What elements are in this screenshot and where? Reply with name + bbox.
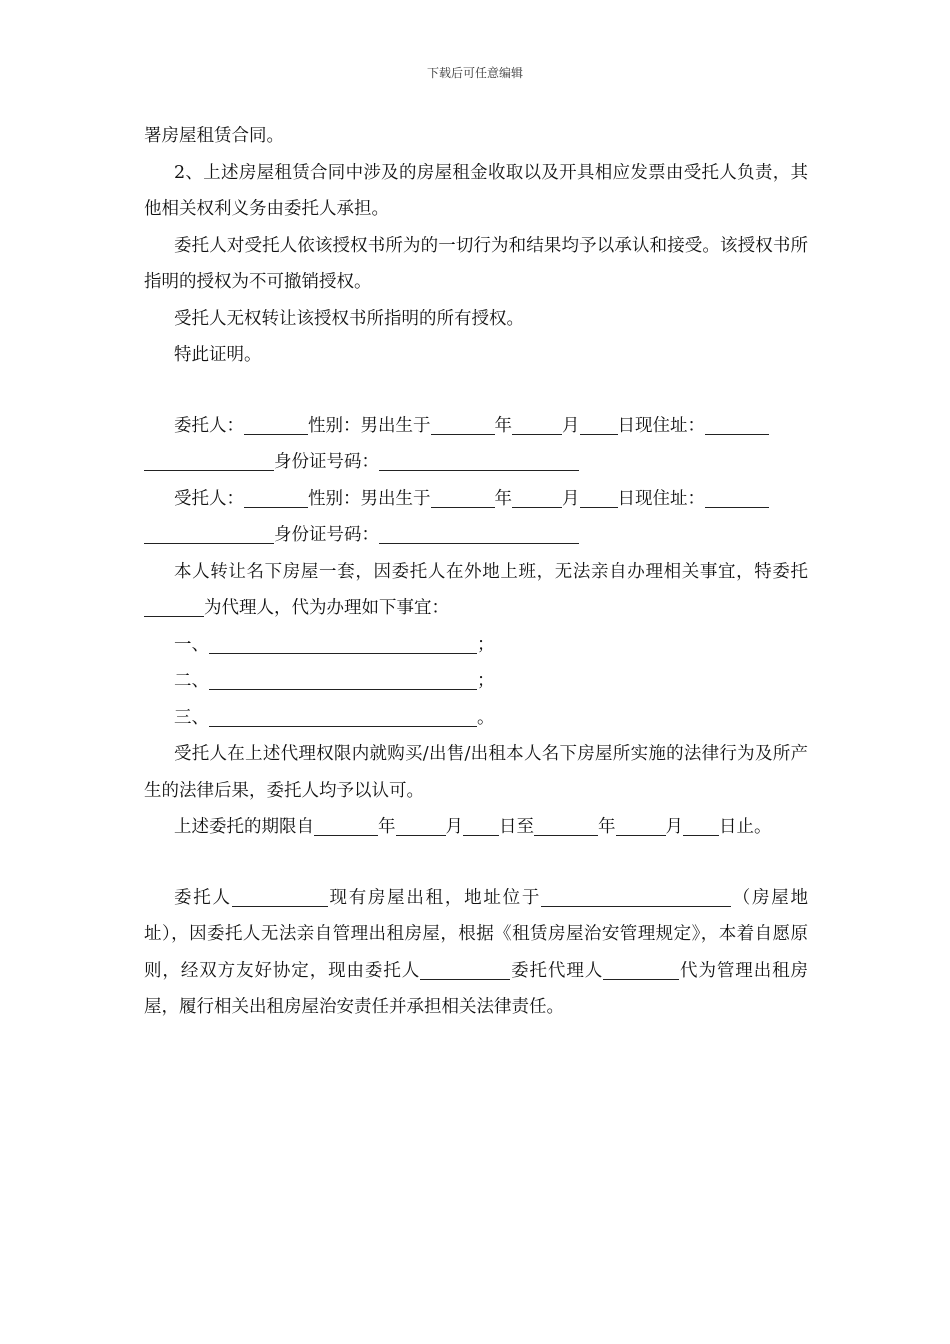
blank-field[interactable] <box>534 815 598 836</box>
entrustor-label: 委托人： <box>174 415 244 436</box>
blank-field[interactable] <box>603 959 679 980</box>
blank-field[interactable] <box>512 487 562 508</box>
blank-field[interactable] <box>209 706 477 727</box>
spacer <box>144 374 808 408</box>
item-number: 一、 <box>174 634 209 655</box>
blank-field[interactable] <box>144 450 274 471</box>
blank-field[interactable] <box>314 815 378 836</box>
entrustor-line-1 <box>144 408 808 445</box>
blank-field[interactable] <box>379 523 579 544</box>
blank-field[interactable] <box>379 450 579 471</box>
day-end-label: 日止。 <box>719 817 772 837</box>
day-address-label: 日现住址： <box>617 488 705 509</box>
blank-field[interactable] <box>705 487 769 508</box>
blank-field[interactable] <box>209 669 477 690</box>
item-end: ； <box>477 634 495 655</box>
id-label: 身份证号码： <box>274 525 379 545</box>
blank-field[interactable] <box>705 414 769 435</box>
id-label: 身份证号码： <box>274 452 379 472</box>
paragraph: 受托人无权转让该授权书所指明的所有授权。 <box>174 308 524 329</box>
rental-text: 代为管理出租房屋，履行相关出租房屋治安责任并承担相关法律责任。 <box>144 960 809 1017</box>
blank-field[interactable] <box>431 487 495 508</box>
item-number: 三、 <box>174 707 209 728</box>
day-to-label: 日至 <box>499 817 534 837</box>
item-number: 二、 <box>174 671 209 691</box>
scope-paragraph: 受托人在上述代理权限内就购买/出售/出租本人名下房屋所实施的法律行为及所产生的法律后果，委托人均予以认可。 <box>144 744 808 801</box>
document-body <box>144 118 808 1026</box>
gender-birth-label: 性别：男出生于 <box>308 415 431 436</box>
rental-text: 委托人 <box>174 887 232 908</box>
year-label: 年 <box>598 817 616 837</box>
trustee-line-2 <box>144 517 808 554</box>
blank-field[interactable] <box>232 886 328 907</box>
paragraph: 2、上述房屋租赁合同中涉及的房屋租金收取以及开具相应发票由受托人负责，其他相关权利义务由委托人承担。 <box>144 162 808 219</box>
blank-field[interactable] <box>616 815 666 836</box>
paragraph: 署房屋租赁合同。 <box>144 126 284 146</box>
trustee-line-1 <box>144 481 808 518</box>
blank-field[interactable] <box>580 487 618 508</box>
year-label: 年 <box>494 415 512 436</box>
blank-field[interactable] <box>209 633 477 654</box>
blank-field[interactable] <box>420 959 510 980</box>
rental-text: 现有房屋出租，地址位于 <box>327 887 542 908</box>
page-header: 下载后可任意编辑 <box>426 66 523 80</box>
blank-field[interactable] <box>431 414 495 435</box>
paragraph: 委托人对受托人依该授权书所为的一切行为和结果均予以承认和接受。该授权书所指明的授权为不可撤销授权。 <box>144 235 808 292</box>
list-item <box>144 627 808 664</box>
item-end: ； <box>477 671 495 691</box>
blank-field[interactable] <box>244 414 308 435</box>
blank-field[interactable] <box>580 414 618 435</box>
month-label: 月 <box>665 817 683 837</box>
blank-field[interactable] <box>144 596 204 617</box>
rental-text: （房屋地址），因委托人无法亲自管理出租房屋，根据《租赁房屋治安管理规定》，本着自愿原则，经双方友好协定，现由委托人 <box>144 887 809 981</box>
blank-field[interactable] <box>683 815 719 836</box>
blank-field[interactable] <box>244 487 308 508</box>
day-address-label: 日现住址： <box>617 415 705 436</box>
blank-field[interactable] <box>396 815 446 836</box>
period-line <box>144 809 808 846</box>
month-label: 月 <box>562 488 580 509</box>
blank-field[interactable] <box>144 523 274 544</box>
blank-field[interactable] <box>512 414 562 435</box>
rental-text: 委托代理人 <box>510 960 604 981</box>
month-label: 月 <box>445 817 463 837</box>
gender-birth-label: 性别：男出生于 <box>308 488 431 509</box>
month-label: 月 <box>562 415 580 436</box>
trustee-label: 受托人： <box>174 488 244 509</box>
spacer <box>144 846 808 880</box>
blank-field[interactable] <box>463 815 499 836</box>
proxy-intro-paragraph <box>144 554 808 627</box>
year-label: 年 <box>494 488 512 509</box>
paragraph: 特此证明。 <box>174 345 262 365</box>
rental-paragraph <box>144 880 808 1026</box>
proxy-intro-end: 为代理人，代为办理如下事宜： <box>204 598 449 618</box>
proxy-intro: 本人转让名下房屋一套，因委托人在外地上班，无法亲自办理相关事宜，特委托 <box>174 561 808 582</box>
period-label: 上述委托的期限自 <box>174 817 314 837</box>
year-label: 年 <box>378 817 396 837</box>
blank-field[interactable] <box>541 886 731 907</box>
entrustor-line-2 <box>144 444 808 481</box>
list-item <box>144 663 808 700</box>
item-end: 。 <box>477 707 495 728</box>
list-item <box>144 700 808 737</box>
